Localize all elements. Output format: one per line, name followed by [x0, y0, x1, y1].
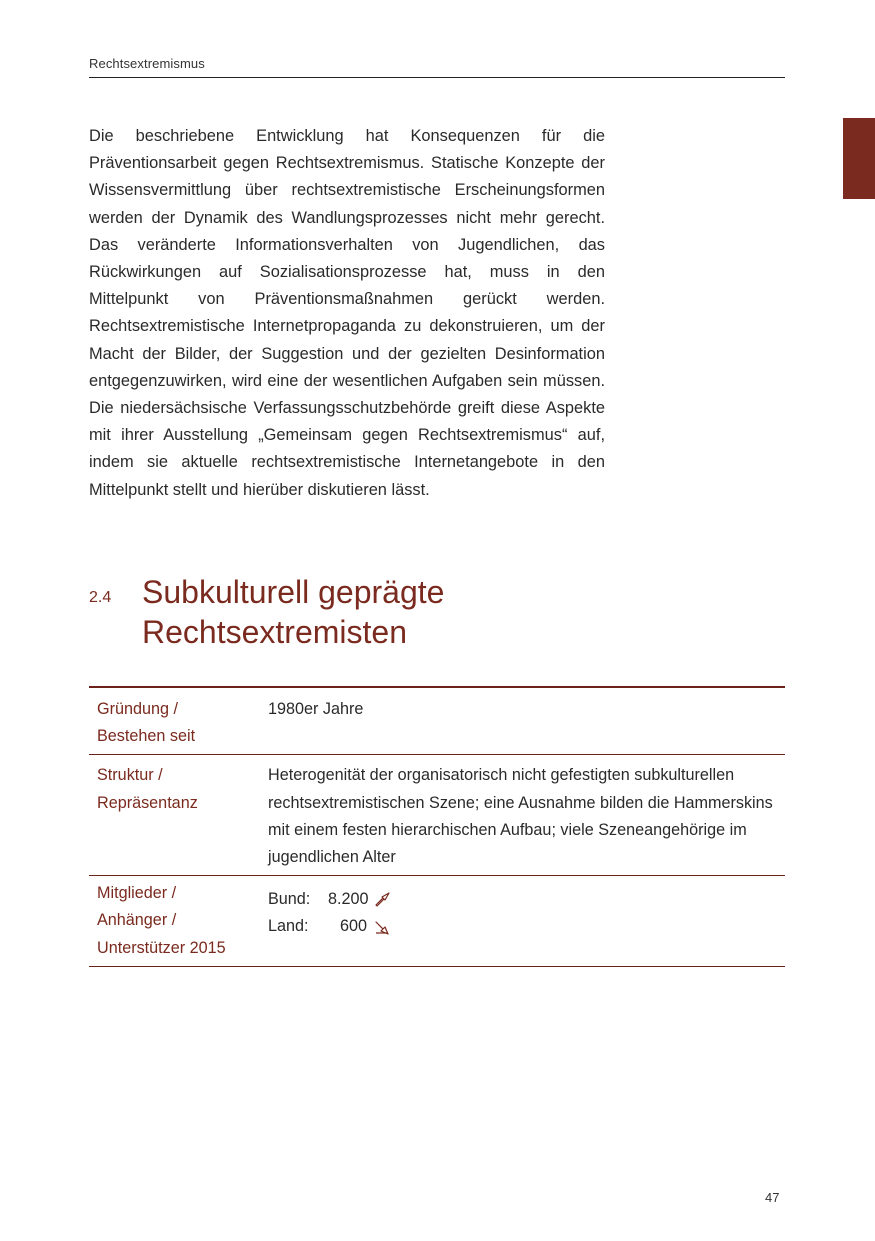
row-value — [268, 755, 785, 876]
label-line: Repräsentanz — [97, 793, 198, 812]
table-row — [89, 687, 785, 755]
arrow-up-right-icon — [373, 891, 391, 909]
body-text — [89, 123, 605, 504]
table-row — [89, 755, 785, 876]
body-paragraph: Die beschriebene Entwicklung hat Konsequenzen für die Präventionsarbeit gegen Rechtsextremismus. Statische Konzepte der Wissensvermittlung über rechtsextremistische Erscheinungsformen werden der Dynamik des Wandlungsprozesses nicht mehr gerecht. Das veränderte Informationsverhalten von Jugendlichen, das Rückwirkungen auf Sozialisationsprozesse hat, muss in den Mittelpunkt von Präventionsmaßnahmen gerückt werden. Rechtsextremistische Internetpropaganda zu dekonstruieren, um der Macht der Bilder, der Suggestion und der gezielten Desinformation entgegenzuwirken, wird eine der wesentlichen Aufgaben sein müssen. Die niedersächsische Verfassungsschutzbehörde greift diese Aspekte mit ihrer Ausstellung „Gemeinsam gegen Rechtsextremismus“ auf, indem sie aktuelle rechtsextremistische Internetangebote in den Mittelpunkt stellt und hierüber diskutieren lässt. — [89, 127, 605, 499]
row-label — [89, 687, 268, 755]
label-line: Struktur / — [97, 766, 163, 785]
label-line: Anhänger / — [97, 911, 177, 930]
row-label — [89, 876, 268, 967]
label-line: Mitglieder / — [97, 884, 177, 903]
stat-bund — [268, 886, 785, 913]
row-label — [89, 755, 268, 876]
stat-value: 8.200 — [328, 890, 369, 909]
label-line: Unterstützer 2015 — [97, 938, 226, 957]
section-title-line2: Rechtsextremisten — [142, 614, 407, 650]
label-line: Gründung / — [97, 700, 178, 718]
chapter-tab-marker — [843, 118, 875, 199]
running-header: Rechtsextremismus — [89, 56, 785, 78]
row-value — [268, 876, 785, 967]
stat-value: 600 — [339, 917, 367, 936]
stat-key: Bund: — [268, 890, 311, 909]
section-title-line1: Subkulturell geprägte — [142, 574, 445, 610]
stat-key: Land: — [268, 917, 309, 936]
fact-table — [89, 686, 785, 967]
row-value: 1980er Jahre — [268, 700, 364, 718]
stat-land — [268, 913, 785, 940]
arrow-down-right-icon — [373, 918, 391, 936]
page-number: 47 — [765, 1190, 780, 1205]
section-number: 2.4 — [89, 589, 112, 606]
label-line: Bestehen seit — [97, 727, 196, 746]
structure-text: Heterogenität der organisatorisch nicht gefestigten subkulturellen rechtsextremistischen Szene; eine Ausnahme bilden die Hammerskins mit einem festen hierarchischen Aufbau; viele Szeneangehörige im jugendlichen Alter — [268, 766, 773, 867]
section-title — [142, 572, 642, 652]
table-row — [89, 876, 785, 967]
